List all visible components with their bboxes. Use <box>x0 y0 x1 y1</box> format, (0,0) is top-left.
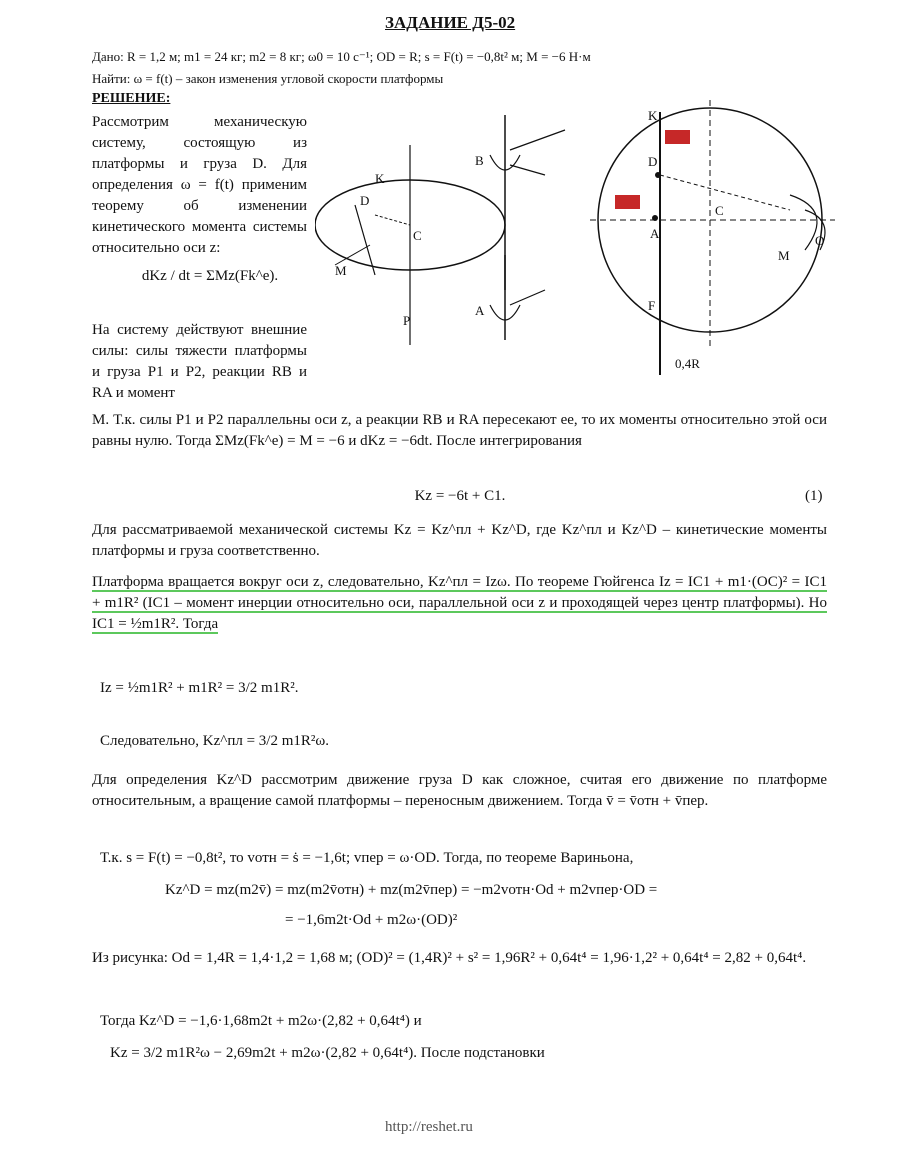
fig3-label-F: F <box>648 298 656 313</box>
huygens-paragraph <box>92 572 827 635</box>
equation-Kz-load: Kz^D = mz(m2v̄) = mz(m2v̄отн) + mz(m2v̄пер) = −m2vотн·Od + m2vпер·OD = <box>165 882 658 898</box>
equation-dk-dt: dKz / dt = ΣMz(Fk^e). <box>141 268 279 284</box>
red-marker-top <box>665 130 690 144</box>
fig3-label-A: A <box>650 226 660 241</box>
forces-paragraph: На систему действуют внешние силы: силы тяжести платформы и груза P1 и P2, реакции RB и RA и момент <box>92 322 307 401</box>
figure-paragraph: Из рисунка: Od = 1,4R = 1,4·1,2 = 1,68 м; (OD)² = (1,4R)² + s² = 1,96R² + 0,64t⁴ = 1,96·1,2² + 0,64t⁴ = 2,82 + 0,64t⁴. <box>92 950 807 966</box>
fig3-label-D: D <box>648 154 658 169</box>
fig1-label-M: M <box>335 263 347 278</box>
page-title: ЗАДАНИЕ Д5-02 <box>385 13 516 32</box>
equation-1-number: (1) <box>805 488 823 504</box>
equation-then: Тогда Kz^D = −1,6·1,68m2t + m2ω·(2,82 + 0,64t⁴) и <box>100 1013 422 1029</box>
huygens-text: Платформа вращается вокруг оси z, следовательно, Kz^пл = Izω. По теореме Гюйгенса Iz = IC1 + m1·(OC)² = IC1 + m1R² (IC1 – момент инерции относительно оси, параллельной оси z и проходящей через центр платформы). Но IC1 = ½m1R². Тогда <box>92 574 827 632</box>
fig1-label-P: P <box>403 313 411 328</box>
axis-figure <box>470 105 580 345</box>
fig3-label-K: K <box>648 108 658 123</box>
fig2-label-A: A <box>475 303 485 318</box>
kinetic-moment-paragraph: Для рассматриваемой механической системы Kz = Kz^пл + Kz^D, где Kz^пл и Kz^D – кинетические моменты платформы и груза соответственно. <box>92 522 827 559</box>
fig3-label-dist: 0,4R <box>675 356 700 371</box>
fig3-label-O: O <box>815 233 825 248</box>
footer-url: http://reshet.ru <box>385 1119 473 1135</box>
equation-Kz-load-cont: = −1,6m2t·Od + m2ω·(OD)² <box>285 912 458 928</box>
fig3-label-M: M <box>778 248 790 263</box>
intro-paragraph: Рассмотрим механическую систему, состоящую из платформы и груза D. Для определения ω = f(t) применим теорему об изменении кинетического момента системы относительно оси z: <box>92 114 307 256</box>
equation-Iz: Iz = ½m1R² + m1R² = 3/2 m1R². <box>100 680 299 696</box>
moment-paragraph: M. Т.к. силы P1 и P2 параллельны оси z, а реакции RB и RA пересекают ее, то их моменты относительно этой оси равны нулю. Тогда ΣMz(Fk^e) = M = −6 и dKz = −6dt. После интегрирования <box>92 412 827 449</box>
equation-Kz-platform: Следовательно, Kz^пл = 3/2 m1R²ω. <box>100 733 330 749</box>
given-line: Дано: R = 1,2 м; m1 = 24 кг; m2 = 8 кг; ω0 = 10 с⁻¹; OD = R; s = F(t) = −0,8t² м; M = −6 Н·м <box>92 49 591 64</box>
fig1-label-C: C <box>413 228 422 243</box>
fig3-label-C: C <box>715 203 724 218</box>
circle-figure <box>590 100 850 380</box>
fig1-label-K: K <box>375 171 385 186</box>
equation-s-velocity: Т.к. s = F(t) = −0,8t², то vотн = ṡ = −1,6t; vпер = ω·OD. Тогда, по теореме Вариньона, <box>100 850 634 866</box>
equation-1: Kz = −6t + C1. <box>414 488 506 504</box>
fig2-label-B: B <box>475 153 484 168</box>
fig1-label-D: D <box>360 193 370 208</box>
load-paragraph: Для определения Kz^D рассмотрим движение груза D как сложное, считая его движение по платформе относительным, а вращение самой платформы – переносным движением. Тогда v̄ = v̄отн + v̄пер. <box>92 772 827 809</box>
find-line: Найти: ω = f(t) – закон изменения угловой скорости платформы <box>92 71 444 86</box>
red-marker-left <box>615 195 640 209</box>
equation-final: Kz = 3/2 m1R²ω − 2,69m2t + m2ω·(2,82 + 0,64t⁴). После подстановки <box>110 1045 545 1061</box>
solution-heading: РЕШЕНИЕ: <box>92 91 171 106</box>
